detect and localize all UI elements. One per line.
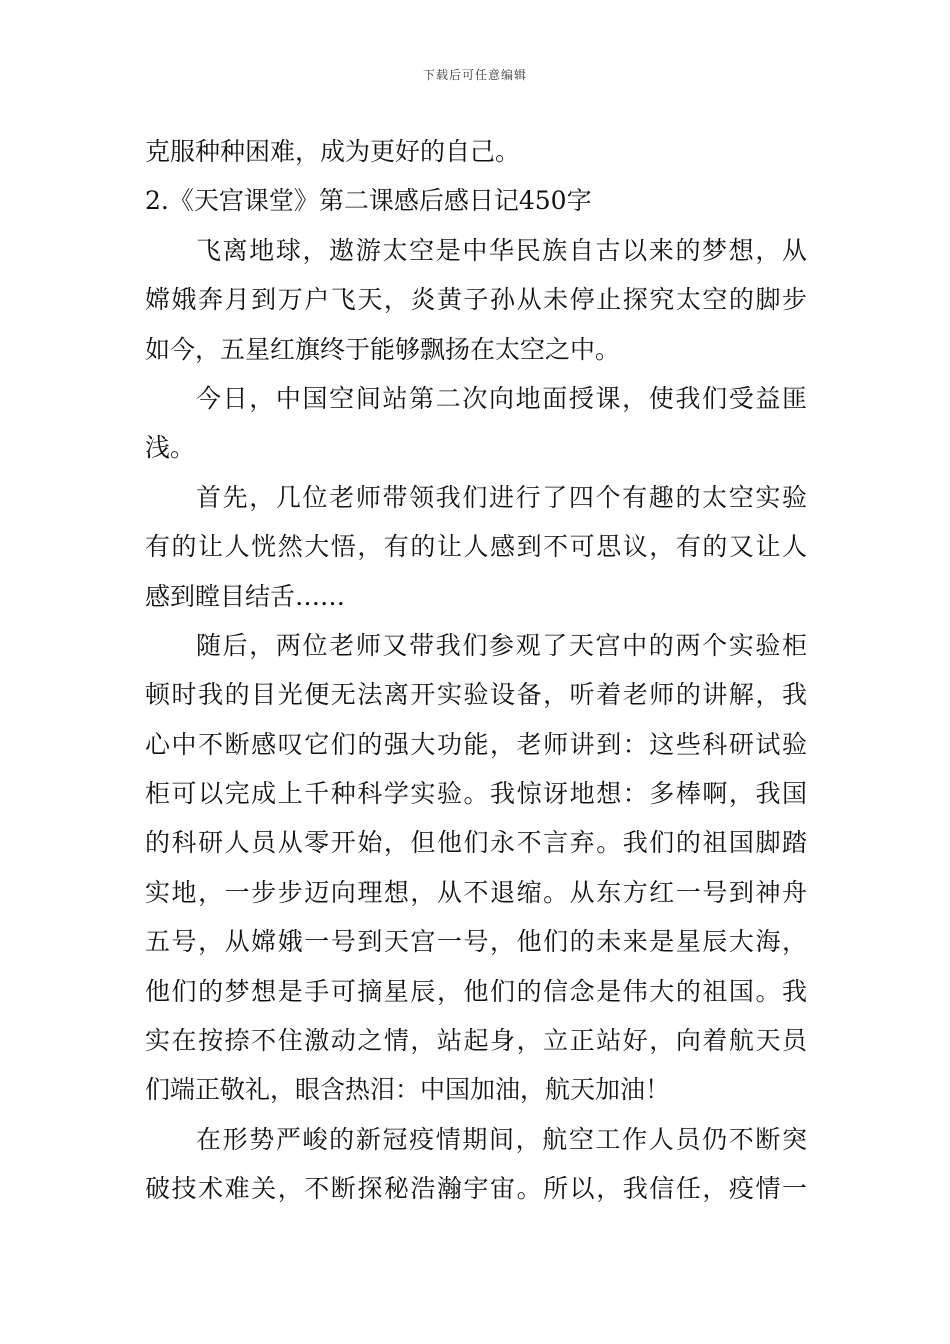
text-line: 实地，一步步迈向理想，从不退缩。从东方红一号到神舟 [145, 877, 807, 907]
text-line: 顿时我的目光便无法离开实验设备，听着老师的讲解，我 [145, 680, 807, 710]
text-line: 柜可以完成上千种科学实验。我惊讶地想：多棒啊，我国 [145, 779, 807, 809]
text-line: 今日，中国空间站第二次向地面授课，使我们受益匪 [196, 383, 807, 413]
text-line: 如今，五星红旗终于能够飘扬在太空之中。 [145, 334, 621, 364]
text-line: 五号，从嫦娥一号到天宫一号，他们的未来是星辰大海， [145, 927, 807, 957]
text-line: 心中不断感叹它们的强大功能，老师讲到：这些科研试验 [145, 729, 807, 759]
document-body [145, 127, 807, 1214]
text-line: 破技术难关，不断探秘浩瀚宇宙。所以，我信任，疫情一 [145, 1174, 807, 1204]
text-line: 有的让人恍然大悟，有的让人感到不可思议，有的又让人 [145, 532, 807, 562]
text-line: 在形势严峻的新冠疫情期间，航空工作人员仍不断突 [196, 1124, 807, 1154]
text-line: 的科研人员从零开始，但他们永不言弃。我们的祖国脚踏 [145, 828, 807, 858]
text-line: 嫦娥奔月到万户飞天，炎黄子孙从未停止探究太空的脚步 [145, 285, 807, 315]
text-line: 感到瞠目结舌…… [145, 581, 346, 611]
page-header-note: 下载后可任意编辑 [422, 68, 527, 82]
text-line: 浅。 [145, 433, 196, 463]
text-line: 们端正敬礼，眼含热泪：中国加油，航天加油！ [145, 1075, 671, 1105]
text-line: 他们的梦想是手可摘星辰，他们的信念是伟大的祖国。我 [145, 976, 807, 1006]
text-line: 飞离地球，遨游太空是中华民族自古以来的梦想，从 [196, 235, 807, 265]
text-line: 实在按捺不住激动之情，站起身，立正站好，向着航天员 [145, 1026, 807, 1056]
text-line: 2.《天宫课堂》第二课感后感日记450字 [145, 186, 592, 216]
text-line: 首先，几位老师带领我们进行了四个有趣的太空实验 [196, 482, 807, 512]
text-line: 克服种种困难，成为更好的自己。 [145, 137, 521, 166]
text-line: 随后，两位老师又带我们参观了天宫中的两个实验柜 [196, 630, 807, 660]
